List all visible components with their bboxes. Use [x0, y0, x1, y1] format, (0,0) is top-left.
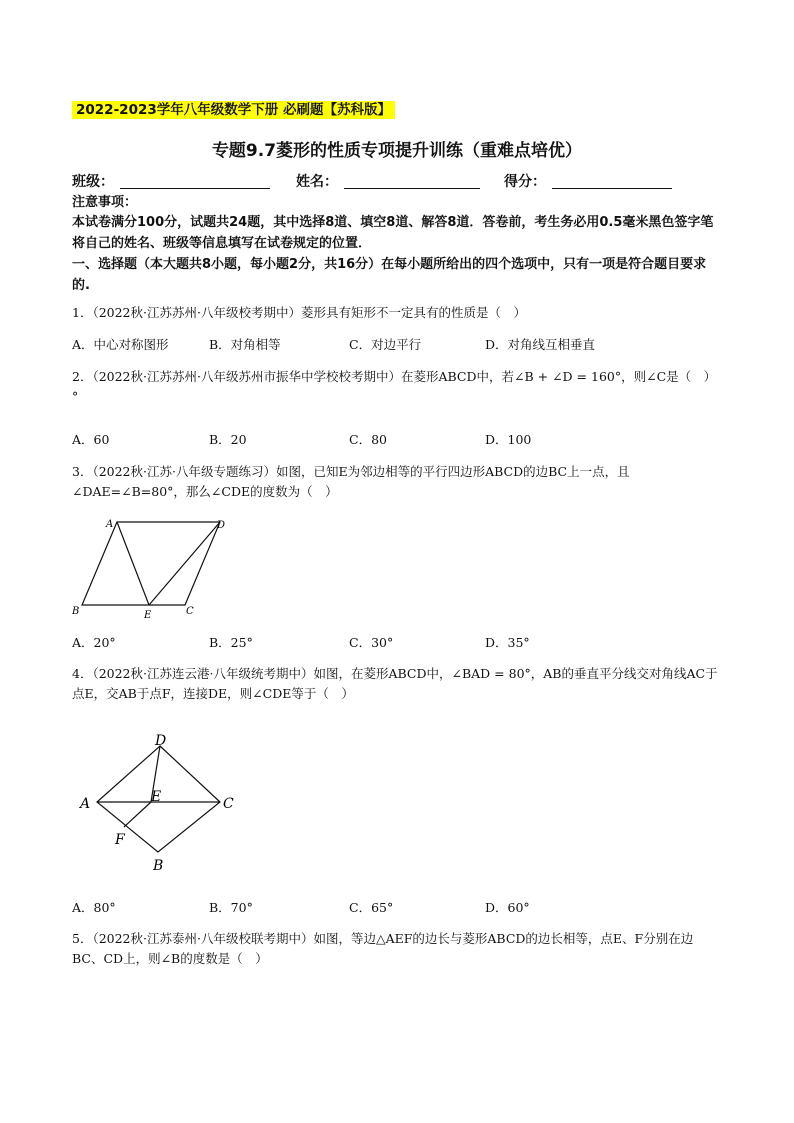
option-d: D．对角线互相垂直 — [485, 337, 596, 352]
label-e: E — [144, 610, 152, 621]
segment-ae — [117, 522, 149, 605]
score-label: 得分： — [504, 174, 546, 190]
option-b: B．25° — [209, 635, 253, 650]
label-d: D — [155, 733, 167, 749]
option-b: B．对角相等 — [209, 337, 281, 352]
page-title: 专题9.7菱形的性质专项提升训练（重难点培优） — [211, 141, 583, 161]
option-b: B．70° — [209, 900, 253, 915]
label-d: D — [217, 520, 226, 531]
label-f: F — [115, 832, 125, 848]
option-c: C．30° — [349, 635, 394, 650]
question-4-figure — [70, 728, 250, 880]
notice-body: 本试卷满分100分，试题共24题，其中选择8道、填空8道、解答8道．答卷前，考生务必用0.5毫米黑色签字笔将自己的姓名、班级等信息填写在试卷规定的位置． — [72, 215, 714, 251]
segment-ef — [124, 802, 151, 827]
series-banner: 2022-2023学年八年级数学下册 必刷题【苏科版】 — [72, 101, 395, 119]
question-3-stem: 3．（2022秋·江苏·八年级专题练习）如图，已知E为邻边相等的平行四边形ABCD的边BC上一点，且∠DAE=∠B=80°，那么∠CDE的度数为（ ） — [72, 464, 630, 499]
question-3-options — [72, 633, 722, 653]
question-4-options — [72, 898, 722, 918]
class-label: 班级： — [72, 174, 114, 190]
label-c: C — [223, 796, 234, 812]
option-d: D．35° — [485, 635, 530, 650]
class-blank — [120, 188, 270, 189]
label-b: B — [153, 858, 164, 874]
label-c: C — [186, 606, 194, 617]
section-heading: 一、选择题（本大题共8小题，每小题2分，共16分）在每小题所给出的四个选项中，只有一项是符合题目要求的. — [72, 257, 707, 293]
option-a: A．20° — [72, 635, 116, 650]
label-a: A — [80, 796, 91, 812]
option-a: A．80° — [72, 900, 116, 915]
option-c: C．65° — [349, 900, 394, 915]
option-a: A．中心对称图形 — [72, 337, 169, 352]
question-2-stem: 2．（2022秋·江苏苏州·八年级苏州市振华中学校校考期中）在菱形ABCD中，若∠B + ∠D = 160°，则∠C是（ ）° — [72, 369, 717, 404]
question-2-options — [72, 430, 722, 450]
question-1-options — [72, 335, 722, 355]
question-5-stem: 5．（2022秋·江苏泰州·八年级校联考期中）如图，等边△AEF的边长与菱形ABCD的边长相等，点E、F分别在边BC、CD上，则∠B的度数是（ ） — [72, 931, 694, 966]
option-d: D．60° — [485, 900, 530, 915]
option-c: C．80 — [349, 432, 387, 447]
option-c: C．对边平行 — [349, 337, 422, 352]
score-blank — [552, 188, 672, 189]
label-a: A — [106, 519, 114, 530]
question-1-stem: 1．（2022秋·江苏苏州·八年级校考期中）菱形具有矩形不一定具有的性质是（ ） — [72, 305, 526, 320]
label-e: E — [151, 789, 162, 805]
question-4-stem: 4．（2022秋·江苏连云港·八年级统考期中）如图，在菱形ABCD中，∠BAD = 80°，AB的垂直平分线交对角线AC于点E，交AB于点F，连接DE，则∠CDE等于（ ） — [72, 666, 718, 701]
option-b: B．20 — [209, 432, 247, 447]
option-a: A．60 — [72, 432, 110, 447]
parallelogram-abcd — [82, 522, 220, 605]
name-label: 姓名： — [296, 174, 338, 190]
segment-de — [149, 522, 220, 605]
notice-heading: 注意事项： — [72, 195, 138, 210]
label-b: B — [72, 606, 80, 617]
name-blank — [344, 188, 480, 189]
option-d: D．100 — [485, 432, 532, 447]
question-3-figure — [60, 512, 240, 628]
